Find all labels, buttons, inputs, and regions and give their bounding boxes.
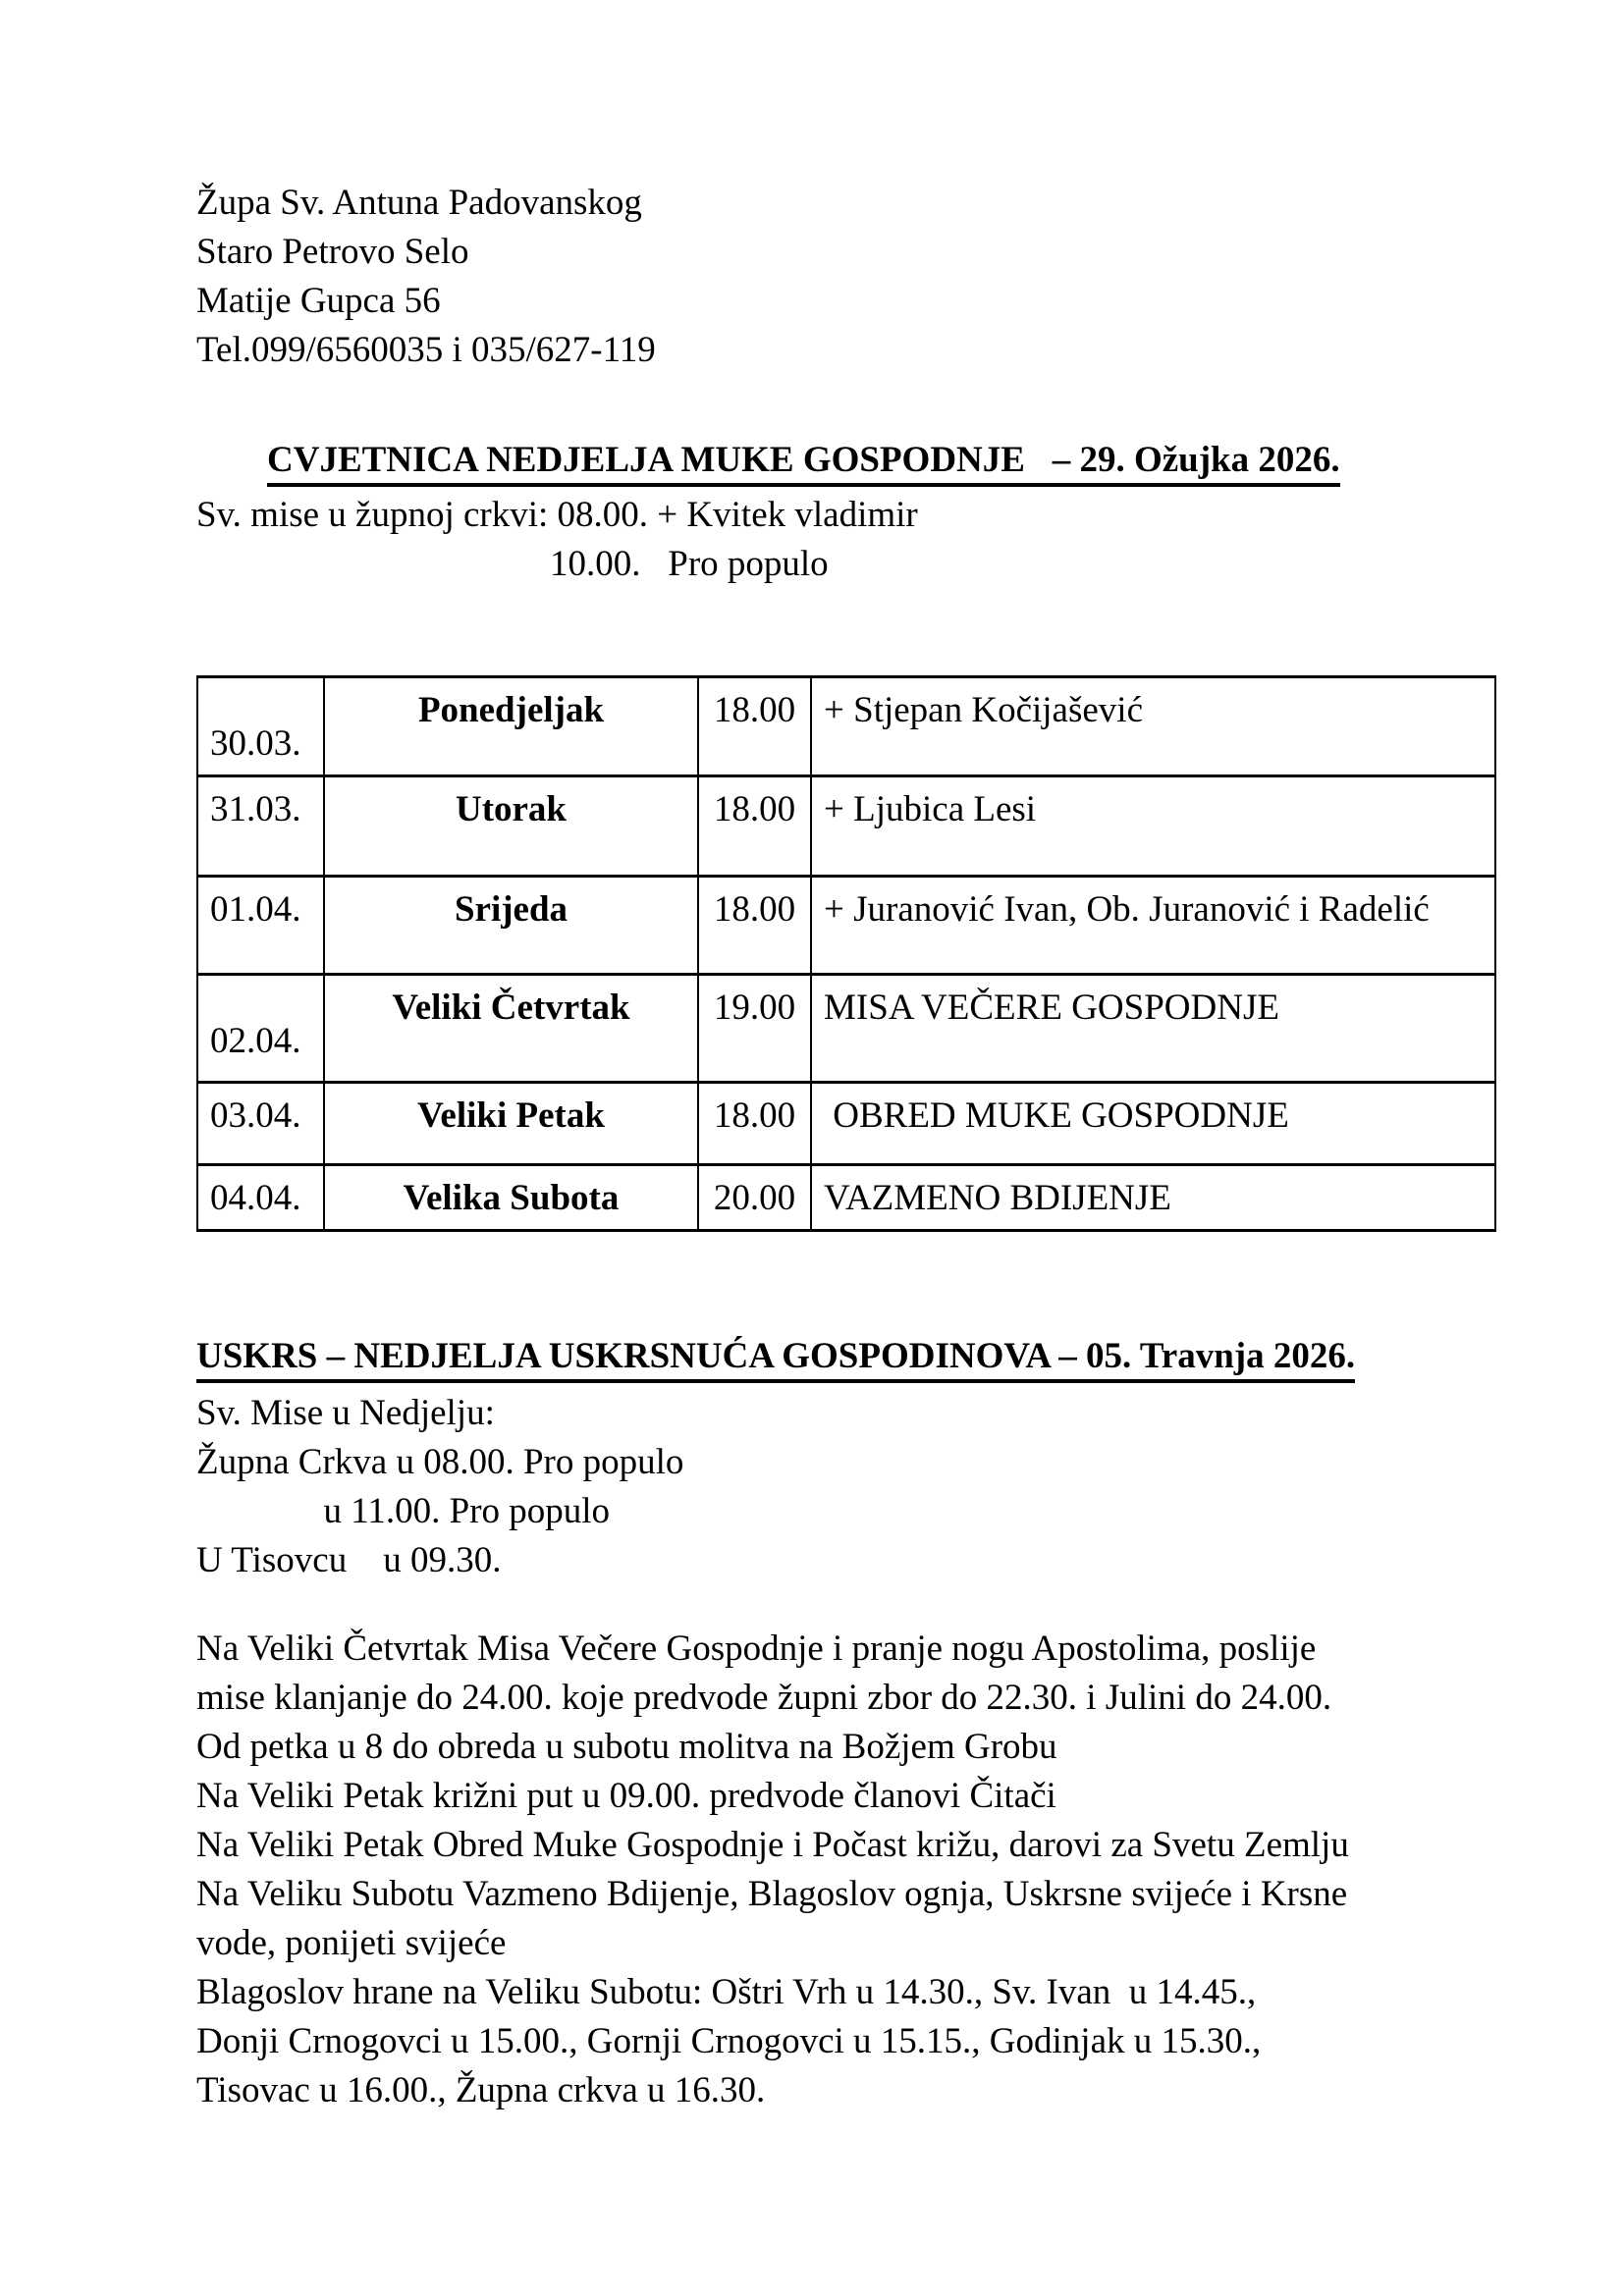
schedule-date: 02.04.: [197, 975, 324, 1083]
parish-name: Župa Sv. Antuna Padovanskog: [196, 183, 642, 223]
note-line: Na Veliki Četvrtak Misa Večere Gospodnje i pranje nogu Apostolima, poslije: [196, 1629, 1317, 1669]
note-line: Donji Crnogovci u 15.00., Gornji Crnogovci u 15.15., Godinjak u 15.30.,: [196, 2021, 1262, 2061]
schedule-day: Veliki Petak: [324, 1083, 698, 1165]
table-row: [197, 1165, 1495, 1231]
holy-week-notes: [196, 1625, 1502, 2115]
schedule-day: Veliki Četvrtak: [324, 975, 698, 1083]
note-line: Od petka u 8 do obreda u subotu molitva na Božjem Grobu: [196, 1727, 1057, 1767]
schedule-day: Srijeda: [324, 877, 698, 975]
schedule-time: 18.00: [698, 776, 811, 877]
note-line: Na Veliki Petak Obred Muke Gospodnje i Počast križu, darovi za Svetu Zemlju: [196, 1825, 1349, 1865]
easter-mass-line-2: Župna Crkva u 08.00. Pro populo: [196, 1442, 684, 1482]
easter-title: USKRS – NEDJELJA USKRSNUĆA GOSPODINOVA – 05. Travnja 2026.: [196, 1334, 1355, 1383]
note-line: Na Veliki Petak križni put u 09.00. predvode članovi Čitači: [196, 1776, 1056, 1816]
schedule-date: 30.03.: [197, 677, 324, 776]
palm-sunday-title: CVJETNICA NEDJELJA MUKE GOSPODNJE – 29. Ožujka 2026.: [267, 438, 1340, 487]
note-line: Na Veliku Subotu Vazmeno Bdijenje, Blagoslov ognja, Uskrsne svijeće i Krsne: [196, 1874, 1348, 1914]
parish-street: Matije Gupca 56: [196, 281, 441, 321]
schedule-time: 20.00: [698, 1165, 811, 1231]
table-row: [197, 677, 1495, 776]
easter-mass-line-4: U Tisovcu u 09.30.: [196, 1540, 502, 1580]
table-row: [197, 877, 1495, 975]
palm-sunday-mass-line-2: 10.00. Pro populo: [550, 544, 829, 584]
table-row: [197, 975, 1495, 1083]
schedule-day: Utorak: [324, 776, 698, 877]
schedule-time: 19.00: [698, 975, 811, 1083]
schedule-date: 31.03.: [197, 776, 324, 877]
schedule-date: 03.04.: [197, 1083, 324, 1165]
schedule-intention: + Stjepan Kočijašević: [811, 677, 1495, 776]
schedule-day: Velika Subota: [324, 1165, 698, 1231]
schedule-date: 04.04.: [197, 1165, 324, 1231]
schedule-time: 18.00: [698, 877, 811, 975]
section-palm-sunday: [196, 436, 1502, 589]
schedule-day: Ponedjeljak: [324, 677, 698, 776]
schedule-intention: + Juranović Ivan, Ob. Juranović i Radelić: [811, 877, 1495, 975]
schedule-date: 01.04.: [197, 877, 324, 975]
parish-town: Staro Petrovo Selo: [196, 232, 469, 272]
note-line: vode, ponijeti svijeće: [196, 1923, 507, 1963]
section-easter: [196, 1332, 1502, 2115]
easter-mass-line-3: u 11.00. Pro populo: [196, 1491, 611, 1531]
schedule-time: 18.00: [698, 677, 811, 776]
note-line: mise klanjanje do 24.00. koje predvode župni zbor do 22.30. i Julini do 24.00.: [196, 1678, 1332, 1718]
table-row: [197, 776, 1495, 877]
palm-sunday-mass-line-1: Sv. mise u župnoj crkvi: 08.00. + Kvitek vladimir: [196, 495, 918, 535]
schedule-intention: OBRED MUKE GOSPODNJE: [811, 1083, 1495, 1165]
easter-mass-line-1: Sv. Mise u Nedjelju:: [196, 1393, 495, 1433]
schedule-intention: MISA VEČERE GOSPODNJE: [811, 975, 1495, 1083]
schedule-intention: + Ljubica Lesi: [811, 776, 1495, 877]
schedule-time: 18.00: [698, 1083, 811, 1165]
schedule-intention: VAZMENO BDIJENJE: [811, 1165, 1495, 1231]
table-row: [197, 1083, 1495, 1165]
document-content: [196, 179, 1502, 2115]
note-line: Tisovac u 16.00., Župna crkva u 16.30.: [196, 2070, 766, 2110]
parish-phone: Tel.099/6560035 i 035/627-119: [196, 330, 656, 370]
holy-week-schedule-table: [196, 675, 1496, 1232]
note-line: Blagoslov hrane na Veliku Subotu: Oštri Vrh u 14.30., Sv. Ivan u 14.45.,: [196, 1972, 1257, 2012]
parish-address-block: [196, 179, 1502, 375]
